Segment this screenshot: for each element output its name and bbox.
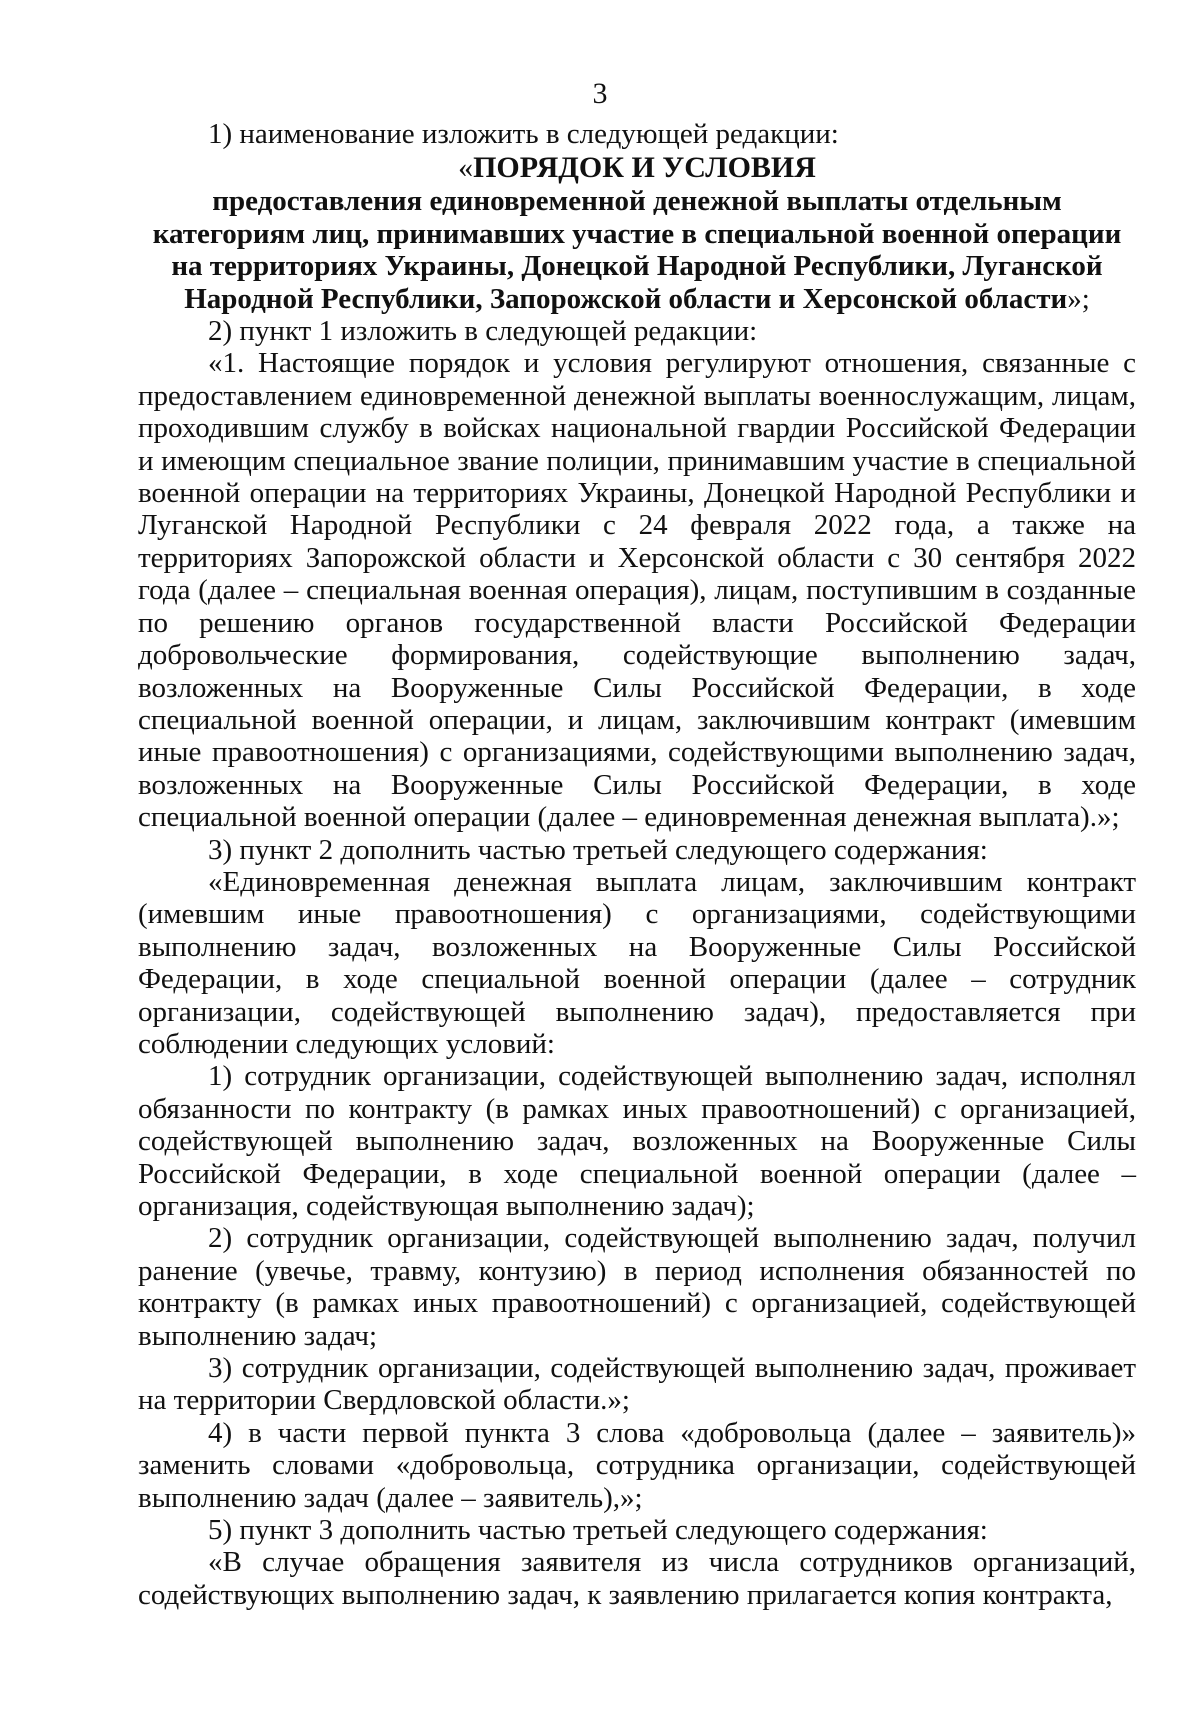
title-sub-text: предоставления единовременной денежной выплаты отдельным категориям лиц, принимавших участие в специальной военной операции на территориях Украины, Донецкой Народной Республики, Луганской Народной Республики, Запорожской области и Херсонской области	[152, 185, 1122, 315]
paragraph: 3) пункт 2 дополнить частью третьей следующего содержания:	[208, 833, 988, 866]
title-tail: »;	[1067, 282, 1090, 315]
paragraph: 3) сотрудник организации, содействующей выполнению задач, проживает на территории Свердловской области.»;	[138, 1352, 1136, 1417]
paragraph: «В случае обращения заявителя из числа сотрудников организаций, содействующих выполнению задач, к заявлению прилагается копия контракта,	[138, 1546, 1136, 1611]
intro-paragraph: 1) наименование изложить в следующей редакции:	[208, 118, 839, 150]
paragraph: «1. Настоящие порядок и условия регулируют отношения, связанные с предоставлением единовременной денежной выплаты военнослужащим, лицам, проходившим службу в войсках национальной гвардии Российской Федерации и имеющим специальное звание полиции, принимавшим участие в специальной военной операции на территориях Украины, Донецкой Народной Республики и Луганской Народной Республики с 24 февраля 2022 года, а также на территориях Запорожской области и Херсонской области с 30 сентября 2022 года (далее – специальная военная операция), лицам, поступившим в созданные по решению органов государственной власти Российской Федерации добровольческие формирования, содействующие выполнению задач, возложенных на Вооруженные Силы Российской Федерации, в ходе специальной военной операции, и лицам, заключившим контракт (имевшим иные правоотношения) с организациями, содействующими выполнению задач, возложенных на Вооруженные Силы Российской Федерации, в ходе специальной военной операции (далее – единовременная денежная выплата).»;	[138, 347, 1136, 834]
paragraph: 5) пункт 3 дополнить частью третьей следующего содержания:	[208, 1514, 988, 1547]
paragraph: 4) в части первой пункта 3 слова «добровольца (далее – заявитель)» заменить словами «добровольца, сотрудника организации, содействующей выполнению задач (далее – заявитель),»;	[138, 1416, 1136, 1514]
paragraph: 2) пункт 1 изложить в следующей редакции:	[208, 315, 758, 348]
title-quote-open: «	[458, 151, 474, 185]
paragraph: 2) сотрудник организации, содействующей выполнению задач, получил ранение (увечье, травму, контузию) в период исполнения обязанностей по контракту (в рамках иных правоотношений) с организацией, содействующей выполнению задач;	[138, 1222, 1136, 1352]
title-main-text: ПОРЯДОК И УСЛОВИЯ	[473, 151, 816, 185]
paragraph: 1) сотрудник организации, содействующей выполнению задач, исполнял обязанности по контракту (в рамках иных правоотношений) с организацией, содействующей выполнению задач, возложенных на Вооруженные Силы Российской Федерации, в ходе специальной военной операции (далее – организация, содействующая выполнению задач);	[138, 1060, 1136, 1222]
page-number: 3	[592, 77, 608, 110]
section-subtitle	[138, 185, 1136, 315]
paragraph: «Единовременная денежная выплата лицам, заключившим контракт (имевшим иные правоотношения) с организациями, содействующими выполнению задач, возложенных на Вооруженные Силы Российской Федерации, в ходе специальной военной операции (далее – сотрудник организации, содействующей выполнению задач), предоставляется при соблюдении следующих условий:	[138, 865, 1136, 1060]
document-body	[138, 118, 1136, 1611]
section-title	[138, 151, 1136, 185]
